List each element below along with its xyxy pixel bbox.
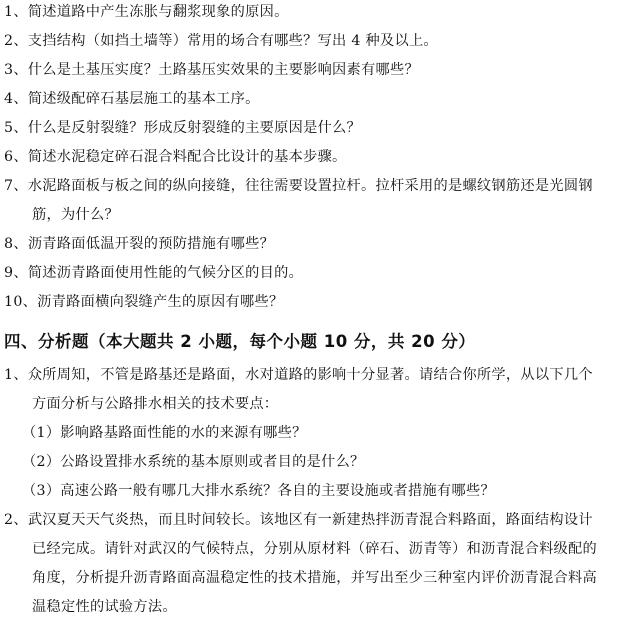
analysis-question-2-line-3: 角度，分析提升沥青路面高温稳定性的技术措施，并写出至少三种室内评价沥青混合料高 bbox=[32, 570, 598, 586]
question-3: 3、什么是土基压实度？土路基压实效果的主要影响因素有哪些？ bbox=[4, 62, 419, 78]
question-10: 10、沥青路面横向裂缝产生的原因有哪些？ bbox=[4, 294, 284, 310]
question-7-line-1: 7、水泥路面板与板之间的纵向接缝，往往需要设置拉杆。拉杆采用的是螺纹钢筋还是光圆钢 bbox=[4, 178, 593, 194]
section-4-heading: 四、分析题（本大题共 2 小题，每个小题 10 分，共 20 分） bbox=[4, 332, 476, 351]
question-6: 6、简述水泥稳定碎石混合料配合比设计的基本步骤。 bbox=[4, 149, 347, 165]
question-1: 1、简述道路中产生冻胀与翻浆现象的原因。 bbox=[4, 4, 289, 20]
analysis-question-2-line-2: 已经完成。请针对武汉的气候特点，分别从原材料（碎石、沥青等）和沥青混合料级配的 bbox=[32, 541, 598, 557]
question-5: 5、什么是反射裂缝？形成反射裂缝的主要原因是什么？ bbox=[4, 120, 362, 136]
question-4: 4、简述级配碎石基层施工的基本工序。 bbox=[4, 91, 260, 107]
analysis-question-2-line-4: 温稳定性的试验方法。 bbox=[32, 599, 177, 615]
analysis-question-1-sub-3: （3）高速公路一般有哪几大排水系统？各自的主要设施或者措施有哪些？ bbox=[22, 483, 495, 499]
question-7-line-2: 筋，为什么？ bbox=[32, 207, 119, 223]
question-2: 2、支挡结构（如挡土墙等）常用的场合有哪些？写出 4 种及以上。 bbox=[4, 33, 438, 49]
analysis-question-1-line-2: 方面分析与公路排水相关的技术要点： bbox=[32, 396, 279, 412]
question-9: 9、简述沥青路面使用性能的气候分区的目的。 bbox=[4, 265, 304, 281]
analysis-question-2-line-1: 2、武汉夏天天气炎热，而且时间较长。该地区有一新建热拌沥青混合料路面，路面结构设计 bbox=[4, 512, 593, 528]
question-8: 8、沥青路面低温开裂的预防措施有哪些？ bbox=[4, 236, 275, 252]
analysis-question-1-sub-2: （2）公路设置排水系统的基本原则或者目的是什么？ bbox=[22, 454, 365, 470]
analysis-question-1-line-1: 1、众所周知，不管是路基还是路面，水对道路的影响十分显著。请结合你所学，从以下几个 bbox=[4, 367, 593, 383]
analysis-question-1-sub-1: （1）影响路基路面性能的水的来源有哪些？ bbox=[22, 425, 307, 441]
